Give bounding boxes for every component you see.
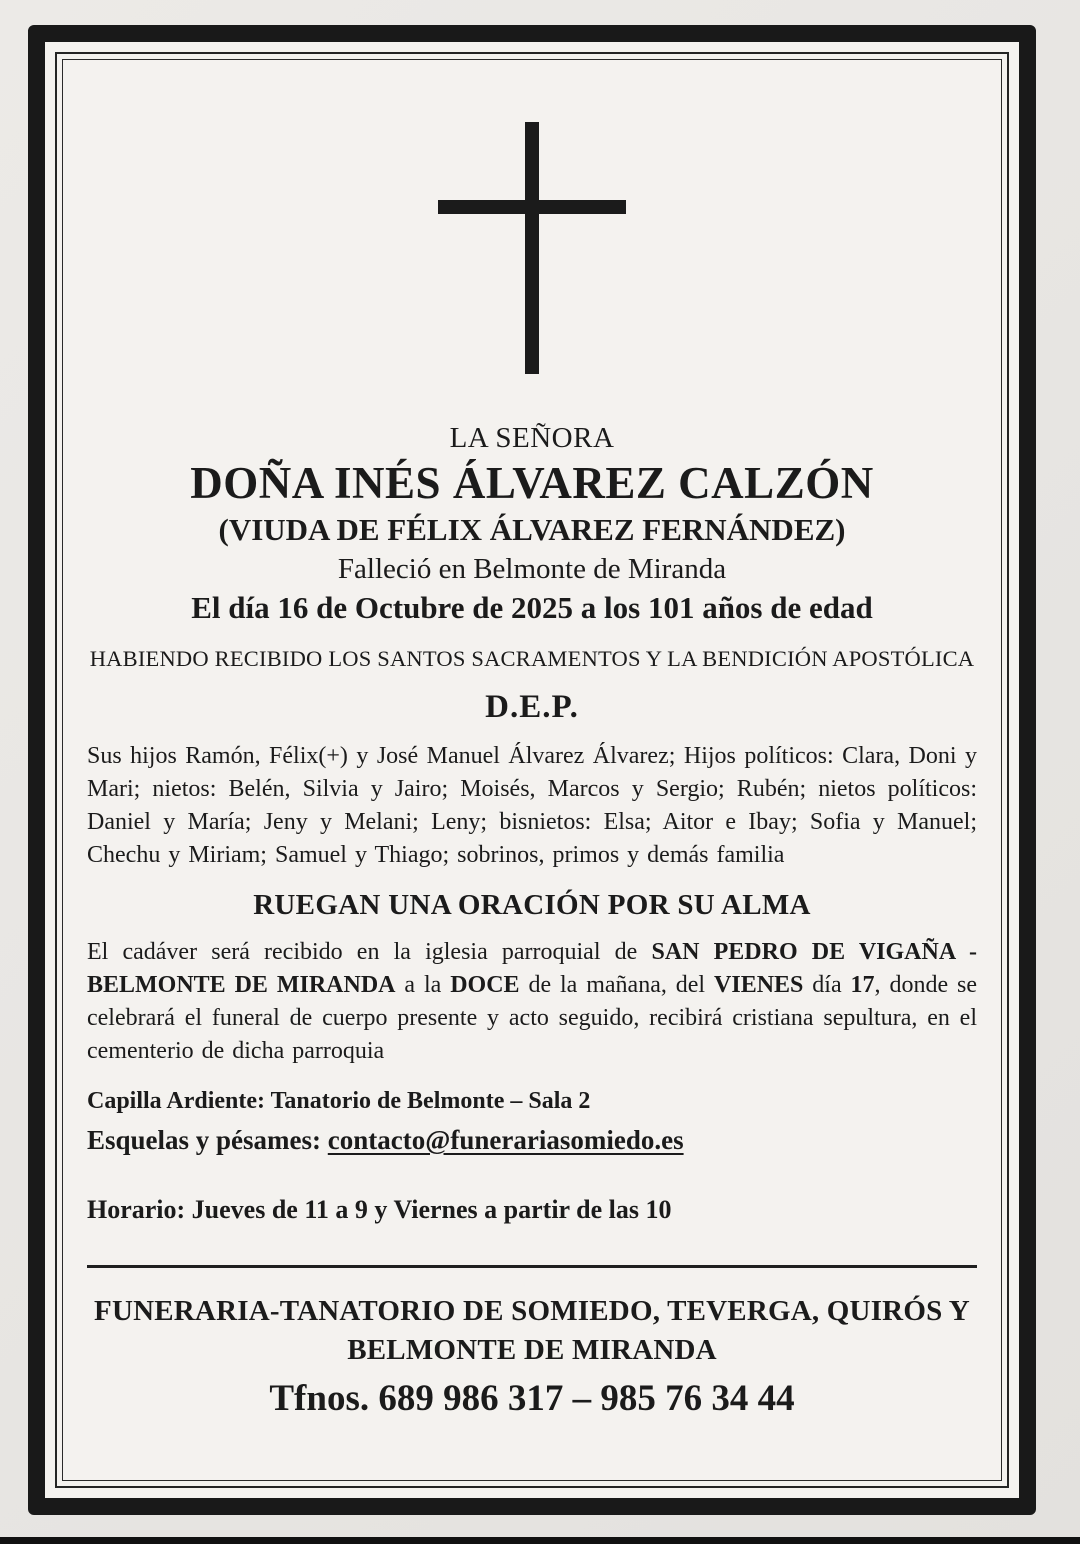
death-place-line: Falleció en Belmonte de Miranda bbox=[337, 553, 727, 585]
funeral-home-name bbox=[87, 1292, 977, 1370]
photo-bottom-edge bbox=[0, 1537, 1080, 1544]
obituary-sheet bbox=[28, 25, 1036, 1515]
capilla-ardiente-line: Capilla Ardiente: Tanatorio de Belmonte – Sala 2 bbox=[87, 1088, 591, 1114]
sacraments-line: HABIENDO RECIBIDO LOS SANTOS SACRAMENTOS Y LA BENDICIÓN APOSTÓLICA bbox=[89, 646, 975, 671]
cross-vertical-bar bbox=[525, 122, 539, 374]
paragraph-segment: 17 bbox=[850, 972, 875, 998]
deceased-name: DOÑA INÉS ÁLVAREZ CALZÓN bbox=[190, 458, 874, 508]
paragraph-segment: El cadáver será recibido en la iglesia parroquial de bbox=[87, 939, 652, 965]
horario-line: Horario: Jueves de 11 a 9 y Viernes a partir de las 10 bbox=[87, 1195, 672, 1224]
phones-line: Tfnos. 689 986 317 – 985 76 34 44 bbox=[269, 1378, 795, 1419]
frame-outer-rule bbox=[55, 52, 1009, 1488]
esquelas-line bbox=[87, 1121, 977, 1159]
frame-inner-rule bbox=[62, 59, 1002, 1481]
paragraph-segment: a la bbox=[395, 972, 451, 998]
funeral-details-paragraph bbox=[87, 936, 977, 1068]
family-paragraph: Sus hijos Ramón, Félix(+) y José Manuel Álvarez Álvarez; Hijos políticos: Clara, Doni y Mari; nietos: Belén, Silvia y Jairo; Moisés, Marcos y Sergio; Rubén; nietos políticos: Daniel y María; Jeny y Melani; Leny; bisnietos: Elsa; Aitor e Ibay; Sofia y Manuel; Chechu y Miriam; Samuel y Thiago; sobrinos, primos y demás familia bbox=[87, 743, 977, 868]
prayer-line: RUEGAN UNA ORACIÓN POR SU ALMA bbox=[253, 889, 811, 921]
cross-horizontal-bar bbox=[438, 200, 626, 214]
obituary-content bbox=[63, 122, 1001, 1481]
paragraph-segment: DOCE bbox=[450, 972, 520, 998]
widow-of-line: (VIUDA DE FÉLIX ÁLVAREZ FERNÁNDEZ) bbox=[218, 512, 846, 547]
dep-line: D.E.P. bbox=[485, 689, 579, 725]
paragraph-segment: SAN PEDRO DE VIGAÑA - BELMONTE DE MIRANDA bbox=[87, 939, 977, 998]
paragraph-segment: , donde se celebrará el funeral de cuerpo presente y acto seguido, recibirá cristiana sepultura, en el cementerio de dicha parroquia bbox=[87, 972, 977, 1064]
paragraph-segment: día bbox=[803, 972, 851, 998]
latin-cross-icon bbox=[438, 122, 626, 374]
funeral-home-line1: FUNERARIA-TANATORIO DE SOMIEDO, TEVERGA, QUIRÓS Y bbox=[94, 1295, 970, 1327]
honorific-line: LA SEÑORA bbox=[449, 422, 615, 454]
death-date-line: El día 16 de Octubre de 2025 a los 101 años de edad bbox=[191, 590, 873, 625]
funeral-home-line2: BELMONTE DE MIRANDA bbox=[347, 1334, 717, 1366]
paragraph-segment: VIENES bbox=[714, 972, 804, 998]
paragraph-segment: de la mañana, del bbox=[519, 972, 715, 998]
esquelas-label: Esquelas y pésames: bbox=[87, 1125, 328, 1155]
email-link[interactable]: contacto@funerariasomiedo.es bbox=[327, 1125, 684, 1155]
divider-rule bbox=[87, 1265, 977, 1268]
frame-white-gap bbox=[45, 42, 1019, 1498]
